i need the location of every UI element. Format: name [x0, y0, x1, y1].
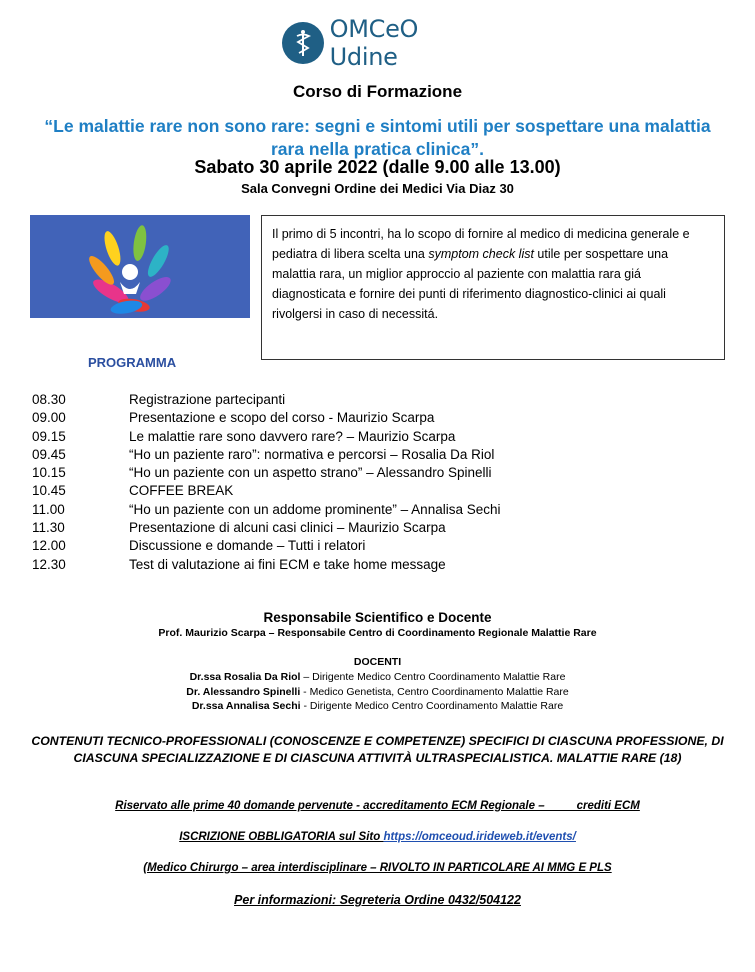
iscrizione-link[interactable]: https://omceoud.irideweb.it/events/ — [383, 831, 576, 843]
schedule-row — [32, 391, 732, 409]
schedule-time: 12.30 — [32, 556, 66, 572]
schedule-time: 10.15 — [32, 465, 66, 481]
intro-text: Il primo di 5 incontri, ha lo scopo di fornire al medico di medicina generale e pediatra di libera scelta una — [272, 227, 690, 261]
schedule-activity: Registrazione partecipanti — [129, 392, 286, 407]
omceo-logo — [282, 15, 492, 71]
docente-role: - Dirigente Medico Centro Coordinamento Malattie Rare — [300, 700, 564, 712]
docente-row — [0, 700, 755, 712]
programma-title: PROGRAMMA — [88, 355, 177, 370]
docente-row — [0, 671, 755, 683]
schedule-row — [32, 482, 732, 500]
schedule-row — [32, 519, 732, 537]
schedule-activity: Presentazione e scopo del corso - Maurizio Scarpa — [129, 410, 435, 426]
schedule-row — [32, 446, 732, 464]
schedule-time: 10.45 — [32, 483, 66, 499]
schedule-activity: Le malattie rare sono davvero rare? – Maurizio Scarpa — [129, 428, 456, 444]
schedule-time: 11.30 — [32, 520, 65, 536]
contenuti-statement: CONTENUTI TECNICO-PROFESSIONALI (CONOSCENZE E COMPETENZE) SPECIFICI DI CIASCUNA PROFESSIONE, DI CIASCUNA SPECIALIZZAZIONE E DI CIASCUNA ATTIVITÀ ULTRASPECIALISTICA. MALATTIE RARE (18) — [31, 734, 724, 765]
schedule-row — [32, 537, 732, 555]
docente-name: Dr.ssa Annalisa Sechi — [191, 700, 301, 712]
hands-illustration — [30, 215, 250, 318]
iscrizione-label: ISCRIZIONE OBBLIGATORIA sul Sito — [179, 831, 384, 843]
responsabile-name: Prof. Maurizio Scarpa – Responsabile Centro di Coordinamento Regionale Malattie Rare — [158, 627, 597, 639]
schedule-time: 12.00 — [32, 538, 66, 554]
schedule-row — [32, 556, 732, 574]
docente-name: Dr.ssa Rosalia Da Riol — [189, 671, 301, 683]
responsabile-title: Responsabile Scientifico e Docente — [263, 610, 492, 625]
schedule-list — [32, 391, 732, 574]
schedule-row — [32, 464, 732, 482]
course-venue: Sala Convegni Ordine dei Medici Via Diaz 30 — [241, 181, 514, 196]
logo-text: OMCeO Udine — [329, 15, 419, 71]
docente-row — [0, 686, 755, 698]
intro-text-end: utile per sospettare una malattia rara, un miglior approccio al paziente con malattia rara giá diagnosticata e fornire dei punti di riferimento diagnostico-clinici ai quali rivolgersi in caso di necessitá. — [272, 247, 669, 321]
schedule-activity: Test di valutazione ai fini ECM e take home message — [129, 556, 446, 572]
intro-description-box — [261, 215, 725, 360]
info-contact: Per informazioni: Segreteria Ordine 0432/504122 — [234, 893, 521, 907]
rare-disease-hands-image — [30, 215, 250, 318]
schedule-activity: COFFEE BREAK — [129, 483, 234, 499]
schedule-activity: “Ho un paziente con un addome prominente” – Annalisa Sechi — [129, 501, 501, 517]
docente-role: - Medico Genetista, Centro Coordinamento Malattie Rare — [300, 686, 569, 698]
schedule-time: 09.45 — [32, 446, 66, 462]
target-audience: (Medico Chirurgo – area interdisciplinare – RIVOLTO IN PARTICOLARE AI MMG E PLS — [143, 862, 612, 874]
docenti-title: DOCENTI — [353, 656, 402, 668]
schedule-row — [32, 409, 732, 427]
riservato-note: Riservato alle prime 40 domande pervenute - accreditamento ECM Regionale – ____ crediti ECM — [115, 800, 640, 812]
schedule-row — [32, 428, 732, 446]
schedule-row — [32, 501, 732, 519]
caduceus-icon — [282, 22, 324, 64]
docente-role: – Dirigente Medico Centro Coordinamento Malattie Rare — [300, 671, 566, 683]
intro-emphasis: symptom check list — [428, 247, 534, 261]
course-type: Corso di Formazione — [292, 82, 463, 101]
schedule-activity: “Ho un paziente raro”: normativa e percorsi – Rosalia Da Riol — [129, 446, 495, 462]
course-date: Sabato 30 aprile 2022 (dalle 9.00 alle 13.00) — [194, 157, 561, 177]
schedule-activity: Discussione e domande – Tutti i relatori — [129, 538, 366, 554]
schedule-time: 08.30 — [32, 392, 66, 407]
schedule-time: 09.00 — [32, 410, 66, 426]
schedule-time: 11.00 — [32, 501, 65, 517]
schedule-activity: Presentazione di alcuni casi clinici – Maurizio Scarpa — [129, 520, 446, 536]
course-title: “Le malattie rare non sono rare: segni e sintomi utili per sospettare una malattia rara nella pratica clinica”. — [44, 116, 711, 159]
schedule-time: 09.15 — [32, 428, 66, 444]
docente-name: Dr. Alessandro Spinelli — [186, 686, 301, 698]
iscrizione-line — [0, 831, 755, 843]
schedule-activity: “Ho un paziente con un aspetto strano” – Alessandro Spinelli — [129, 465, 492, 481]
